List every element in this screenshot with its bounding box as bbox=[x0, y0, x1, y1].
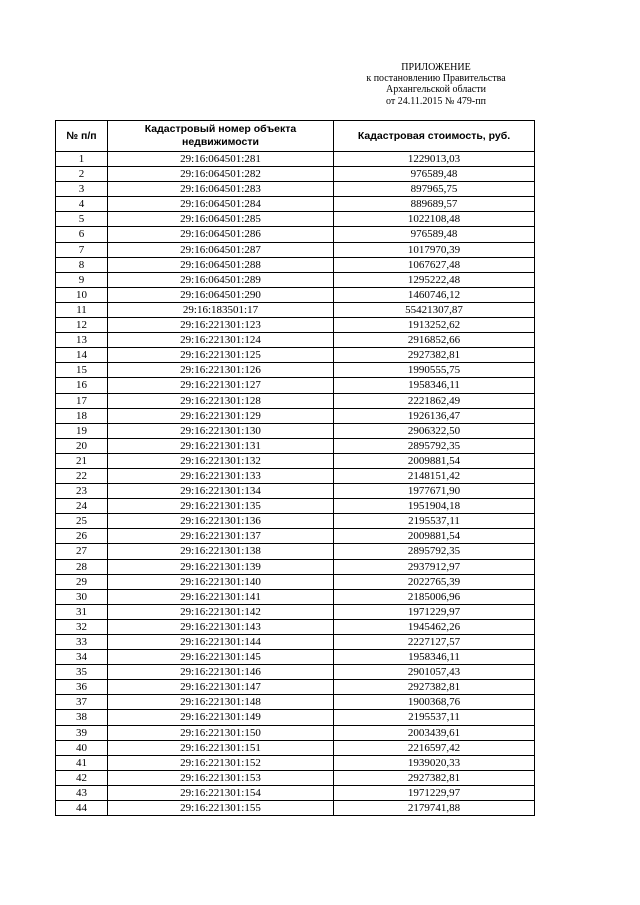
cadastral-value-cell: 1971229,97 bbox=[334, 785, 535, 800]
cadastral-value-cell: 1460746,12 bbox=[334, 287, 535, 302]
cadastral-number-cell: 29:16:221301:131 bbox=[108, 438, 334, 453]
table-row bbox=[56, 801, 535, 816]
appendix-region-line: Архангельской области bbox=[386, 84, 486, 96]
table-row bbox=[56, 363, 535, 378]
cadastral-number-cell: 29:16:221301:150 bbox=[108, 725, 334, 740]
table-row bbox=[56, 468, 535, 483]
cadastral-number-cell: 29:16:064501:285 bbox=[108, 212, 334, 227]
row-number-cell: 41 bbox=[56, 755, 108, 770]
table-row bbox=[56, 438, 535, 453]
cadastral-number-cell: 29:16:221301:136 bbox=[108, 514, 334, 529]
table-row bbox=[56, 725, 535, 740]
row-number-cell: 34 bbox=[56, 650, 108, 665]
cadastral-number-cell: 29:16:221301:139 bbox=[108, 559, 334, 574]
row-number-cell: 36 bbox=[56, 680, 108, 695]
cadastral-number-cell: 29:16:221301:145 bbox=[108, 650, 334, 665]
row-number-cell: 29 bbox=[56, 574, 108, 589]
row-number-cell: 21 bbox=[56, 453, 108, 468]
row-number-cell: 18 bbox=[56, 408, 108, 423]
cadastral-number-cell: 29:16:221301:125 bbox=[108, 348, 334, 363]
cadastral-value-cell: 2901057,43 bbox=[334, 665, 535, 680]
cadastral-number-cell: 29:16:064501:284 bbox=[108, 197, 334, 212]
row-number-cell: 39 bbox=[56, 725, 108, 740]
cadastral-value-cell: 2927382,81 bbox=[334, 348, 535, 363]
cadastral-value-cell: 1971229,97 bbox=[334, 604, 535, 619]
cadastral-number-cell: 29:16:064501:289 bbox=[108, 272, 334, 287]
cadastral-value-cell: 2221862,49 bbox=[334, 393, 535, 408]
cadastral-number-cell: 29:16:221301:126 bbox=[108, 363, 334, 378]
row-number-cell: 26 bbox=[56, 529, 108, 544]
cadastral-number-cell: 29:16:064501:286 bbox=[108, 227, 334, 242]
cadastral-number-cell: 29:16:221301:123 bbox=[108, 318, 334, 333]
table-row bbox=[56, 484, 535, 499]
cadastral-value-cell: 1926136,47 bbox=[334, 408, 535, 423]
row-number-cell: 10 bbox=[56, 287, 108, 302]
cadastral-value-cell: 1295222,48 bbox=[334, 272, 535, 287]
table-row bbox=[56, 740, 535, 755]
table-row bbox=[56, 272, 535, 287]
table-row bbox=[56, 619, 535, 634]
cadastral-value-cell: 1913252,62 bbox=[334, 318, 535, 333]
cadastral-number-cell: 29:16:221301:142 bbox=[108, 604, 334, 619]
cadastral-value-cell: 55421307,87 bbox=[334, 302, 535, 317]
row-number-cell: 25 bbox=[56, 514, 108, 529]
row-number-cell: 4 bbox=[56, 197, 108, 212]
row-number-cell: 23 bbox=[56, 484, 108, 499]
table-row bbox=[56, 408, 535, 423]
cadastral-number-cell: 29:16:064501:282 bbox=[108, 167, 334, 182]
table-row bbox=[56, 197, 535, 212]
cadastral-value-cell: 1990555,75 bbox=[334, 363, 535, 378]
table-row bbox=[56, 423, 535, 438]
cadastral-value-cell: 1945462,26 bbox=[334, 619, 535, 634]
cadastral-value-cell: 2185006,96 bbox=[334, 589, 535, 604]
cadastral-number-cell: 29:16:221301:133 bbox=[108, 468, 334, 483]
cadastral-number-cell: 29:16:221301:152 bbox=[108, 755, 334, 770]
cadastral-number-cell: 29:16:221301:147 bbox=[108, 680, 334, 695]
cadastral-value-cell: 2009881,54 bbox=[334, 529, 535, 544]
cadastral-value-cell: 2148151,42 bbox=[334, 468, 535, 483]
row-number-cell: 30 bbox=[56, 589, 108, 604]
table-row bbox=[56, 589, 535, 604]
row-number-cell: 22 bbox=[56, 468, 108, 483]
cadastral-number-cell: 29:16:221301:144 bbox=[108, 635, 334, 650]
cadastral-value-cell: 897965,75 bbox=[334, 182, 535, 197]
row-number-cell: 27 bbox=[56, 544, 108, 559]
row-number-cell: 35 bbox=[56, 665, 108, 680]
cadastral-value-cell: 1022108,48 bbox=[334, 212, 535, 227]
table-row bbox=[56, 182, 535, 197]
cadastral-number-cell: 29:16:221301:143 bbox=[108, 619, 334, 634]
row-number-cell: 28 bbox=[56, 559, 108, 574]
table-row bbox=[56, 378, 535, 393]
table-row bbox=[56, 453, 535, 468]
cadastral-number-cell: 29:16:064501:287 bbox=[108, 242, 334, 257]
row-number-cell: 6 bbox=[56, 227, 108, 242]
row-number-cell: 11 bbox=[56, 302, 108, 317]
cadastral-number-cell: 29:16:221301:155 bbox=[108, 801, 334, 816]
table-row bbox=[56, 287, 535, 302]
cadastral-number-cell: 29:16:221301:128 bbox=[108, 393, 334, 408]
cadastral-number-cell: 29:16:064501:283 bbox=[108, 182, 334, 197]
cadastral-value-cell: 2227127,57 bbox=[334, 635, 535, 650]
cadastral-number-cell: 29:16:221301:134 bbox=[108, 484, 334, 499]
table-row bbox=[56, 514, 535, 529]
cadastral-value-cell: 2895792,35 bbox=[334, 544, 535, 559]
cadastral-value-cell: 2009881,54 bbox=[334, 453, 535, 468]
table-row bbox=[56, 604, 535, 619]
cadastral-value-cell: 1958346,11 bbox=[334, 378, 535, 393]
row-number-cell: 12 bbox=[56, 318, 108, 333]
table-row bbox=[56, 770, 535, 785]
table-row bbox=[56, 785, 535, 800]
table-row bbox=[56, 559, 535, 574]
cadastral-value-cell: 889689,57 bbox=[334, 197, 535, 212]
cadastral-number-cell: 29:16:064501:290 bbox=[108, 287, 334, 302]
cadastral-number-cell: 29:16:221301:137 bbox=[108, 529, 334, 544]
cadastral-value-cell: 2895792,35 bbox=[334, 438, 535, 453]
row-number-cell: 19 bbox=[56, 423, 108, 438]
row-number-cell: 13 bbox=[56, 333, 108, 348]
cadastral-value-cell: 2927382,81 bbox=[334, 770, 535, 785]
row-number-cell: 8 bbox=[56, 257, 108, 272]
row-number-cell: 42 bbox=[56, 770, 108, 785]
cadastral-value-table bbox=[55, 120, 535, 816]
table-row bbox=[56, 529, 535, 544]
row-number-cell: 15 bbox=[56, 363, 108, 378]
column-header-cadastral-number: Кадастровый номер объекта недвижимости bbox=[108, 121, 334, 152]
table-row bbox=[56, 167, 535, 182]
row-number-cell: 32 bbox=[56, 619, 108, 634]
row-number-cell: 7 bbox=[56, 242, 108, 257]
table-row bbox=[56, 695, 535, 710]
appendix-header bbox=[330, 62, 542, 107]
row-number-cell: 17 bbox=[56, 393, 108, 408]
table-row bbox=[56, 348, 535, 363]
row-number-cell: 31 bbox=[56, 604, 108, 619]
column-header-cadastral-value: Кадастровая стоимость, руб. bbox=[334, 121, 535, 152]
row-number-cell: 24 bbox=[56, 499, 108, 514]
cadastral-value-cell: 2003439,61 bbox=[334, 725, 535, 740]
table-row bbox=[56, 152, 535, 167]
cadastral-value-cell: 2216597,42 bbox=[334, 740, 535, 755]
table-row bbox=[56, 227, 535, 242]
cadastral-number-cell: 29:16:221301:154 bbox=[108, 785, 334, 800]
row-number-cell: 20 bbox=[56, 438, 108, 453]
table-row bbox=[56, 302, 535, 317]
table-row bbox=[56, 393, 535, 408]
cadastral-number-cell: 29:16:221301:148 bbox=[108, 695, 334, 710]
cadastral-value-cell: 1067627,48 bbox=[334, 257, 535, 272]
cadastral-number-cell: 29:16:221301:153 bbox=[108, 770, 334, 785]
row-number-cell: 43 bbox=[56, 785, 108, 800]
cadastral-value-cell: 1017970,39 bbox=[334, 242, 535, 257]
cadastral-value-cell: 2195537,11 bbox=[334, 514, 535, 529]
table-header-row bbox=[56, 121, 535, 152]
table-row bbox=[56, 257, 535, 272]
cadastral-value-cell: 2022765,39 bbox=[334, 574, 535, 589]
row-number-cell: 38 bbox=[56, 710, 108, 725]
row-number-cell: 16 bbox=[56, 378, 108, 393]
appendix-resolution-line: к постановлению Правительства bbox=[366, 73, 506, 85]
cadastral-value-cell: 2906322,50 bbox=[334, 423, 535, 438]
table-row bbox=[56, 212, 535, 227]
cadastral-value-cell: 2916852,66 bbox=[334, 333, 535, 348]
cadastral-value-cell: 1951904,18 bbox=[334, 499, 535, 514]
table-body bbox=[56, 152, 535, 816]
cadastral-number-cell: 29:16:064501:281 bbox=[108, 152, 334, 167]
row-number-cell: 44 bbox=[56, 801, 108, 816]
cadastral-number-cell: 29:16:064501:288 bbox=[108, 257, 334, 272]
cadastral-value-cell: 2195537,11 bbox=[334, 710, 535, 725]
cadastral-value-cell: 1939020,33 bbox=[334, 755, 535, 770]
row-number-cell: 2 bbox=[56, 167, 108, 182]
cadastral-number-cell: 29:16:221301:135 bbox=[108, 499, 334, 514]
table-row bbox=[56, 710, 535, 725]
cadastral-value-cell: 1229013,03 bbox=[334, 152, 535, 167]
table-row bbox=[56, 333, 535, 348]
row-number-cell: 1 bbox=[56, 152, 108, 167]
row-number-cell: 3 bbox=[56, 182, 108, 197]
table-row bbox=[56, 318, 535, 333]
cadastral-number-cell: 29:16:221301:141 bbox=[108, 589, 334, 604]
table-row bbox=[56, 680, 535, 695]
row-number-cell: 9 bbox=[56, 272, 108, 287]
cadastral-number-cell: 29:16:221301:132 bbox=[108, 453, 334, 468]
table-row bbox=[56, 499, 535, 514]
row-number-cell: 40 bbox=[56, 740, 108, 755]
table-row bbox=[56, 755, 535, 770]
table-row bbox=[56, 574, 535, 589]
cadastral-value-cell: 976589,48 bbox=[334, 167, 535, 182]
column-header-number: № п/п bbox=[56, 121, 108, 152]
table-row bbox=[56, 544, 535, 559]
cadastral-number-cell: 29:16:221301:127 bbox=[108, 378, 334, 393]
row-number-cell: 37 bbox=[56, 695, 108, 710]
cadastral-value-cell: 1900368,76 bbox=[334, 695, 535, 710]
row-number-cell: 33 bbox=[56, 635, 108, 650]
table-row bbox=[56, 635, 535, 650]
cadastral-value-cell: 2937912,97 bbox=[334, 559, 535, 574]
table-row bbox=[56, 650, 535, 665]
cadastral-number-cell: 29:16:221301:129 bbox=[108, 408, 334, 423]
cadastral-number-cell: 29:16:221301:130 bbox=[108, 423, 334, 438]
cadastral-number-cell: 29:16:221301:151 bbox=[108, 740, 334, 755]
cadastral-value-cell: 976589,48 bbox=[334, 227, 535, 242]
cadastral-number-cell: 29:16:221301:124 bbox=[108, 333, 334, 348]
table-row bbox=[56, 242, 535, 257]
row-number-cell: 14 bbox=[56, 348, 108, 363]
cadastral-number-cell: 29:16:221301:140 bbox=[108, 574, 334, 589]
cadastral-value-cell: 2927382,81 bbox=[334, 680, 535, 695]
cadastral-number-cell: 29:16:221301:138 bbox=[108, 544, 334, 559]
row-number-cell: 5 bbox=[56, 212, 108, 227]
cadastral-value-cell: 1977671,90 bbox=[334, 484, 535, 499]
appendix-title: ПРИЛОЖЕНИЕ bbox=[401, 62, 471, 73]
cadastral-number-cell: 29:16:183501:17 bbox=[108, 302, 334, 317]
cadastral-value-cell: 1958346,11 bbox=[334, 650, 535, 665]
appendix-date-number-line: от 24.11.2015 № 479-пп bbox=[386, 95, 486, 107]
cadastral-number-cell: 29:16:221301:149 bbox=[108, 710, 334, 725]
table-row bbox=[56, 665, 535, 680]
cadastral-value-cell: 2179741,88 bbox=[334, 801, 535, 816]
cadastral-number-cell: 29:16:221301:146 bbox=[108, 665, 334, 680]
